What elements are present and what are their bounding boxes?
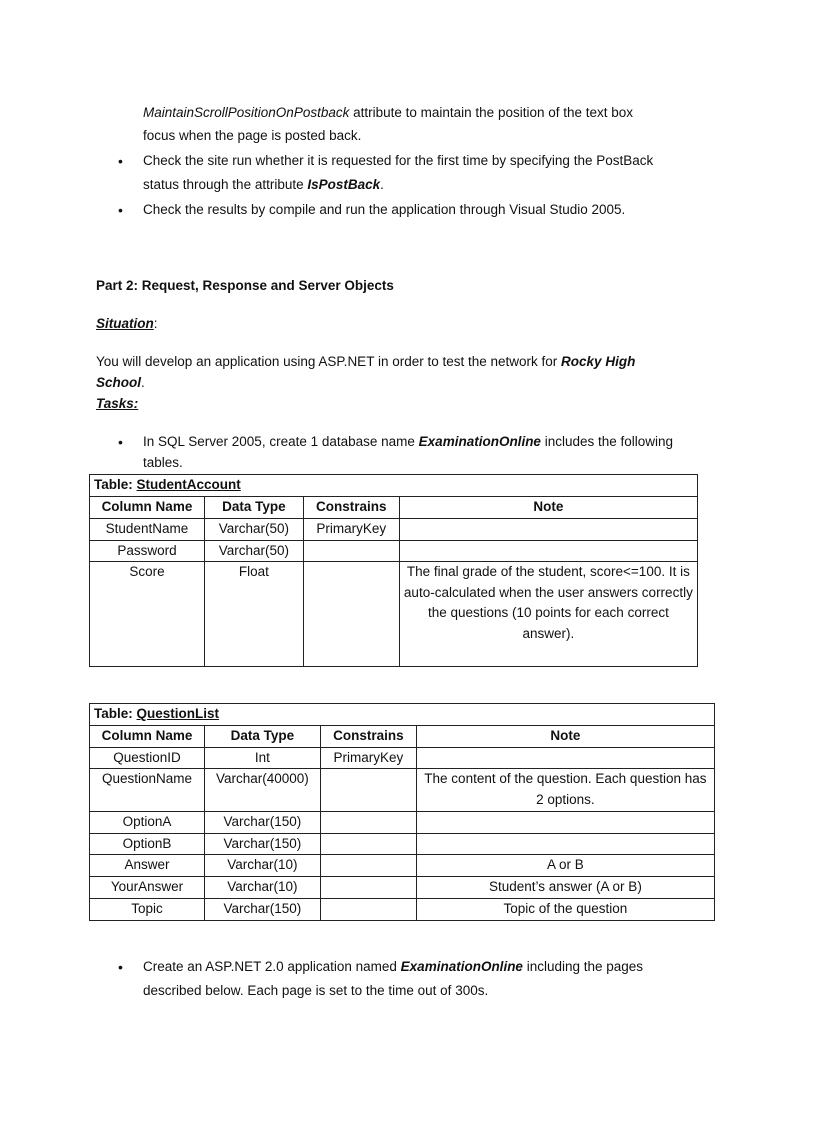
task-1-line-1 bbox=[143, 432, 673, 452]
cell: QuestionName bbox=[90, 769, 205, 812]
intro-line-1 bbox=[143, 103, 633, 123]
attr-name: IsPostBack bbox=[307, 177, 381, 192]
app-name: ExaminationOnline bbox=[400, 959, 523, 974]
bullet-icon: • bbox=[118, 153, 123, 169]
task-2-line-2: described below. Each page is set to the time out of 300s. bbox=[143, 983, 489, 998]
table-row bbox=[90, 540, 698, 562]
cell: Answer bbox=[90, 855, 205, 877]
bullet-1-line-1: Check the site run whether it is requested for the first time by specifying the PostBack bbox=[143, 153, 654, 168]
cell: Score bbox=[90, 562, 205, 667]
cell: Student’s answer (A or B) bbox=[416, 877, 714, 899]
table-row bbox=[90, 769, 715, 812]
cell bbox=[399, 540, 697, 562]
text: attribute to maintain the position of the text box bbox=[349, 105, 634, 120]
header-row bbox=[90, 726, 715, 748]
situation-label bbox=[96, 314, 158, 334]
cell bbox=[416, 812, 714, 834]
text: . bbox=[380, 177, 384, 192]
column-header: Constrains bbox=[320, 726, 416, 748]
question-list-table bbox=[89, 703, 715, 921]
cell: PrimaryKey bbox=[320, 747, 416, 769]
text: includes the following bbox=[540, 434, 674, 449]
header-row bbox=[90, 497, 698, 519]
table-row bbox=[90, 562, 698, 667]
prefix: Table: bbox=[94, 706, 137, 721]
cell: Float bbox=[204, 562, 303, 667]
attr-name: MaintainScrollPositionOnPostback bbox=[143, 105, 350, 120]
cell: Varchar(50) bbox=[204, 540, 303, 562]
cell: Varchar(150) bbox=[204, 833, 320, 855]
cell: StudentName bbox=[90, 518, 205, 540]
table-title bbox=[90, 475, 698, 497]
cell: QuestionID bbox=[90, 747, 205, 769]
student-account-table bbox=[89, 474, 698, 667]
cell: YourAnswer bbox=[90, 877, 205, 899]
cell bbox=[320, 812, 416, 834]
column-header: Data Type bbox=[204, 497, 303, 519]
table-row bbox=[90, 899, 715, 921]
table-row bbox=[90, 877, 715, 899]
bullet-icon: • bbox=[118, 202, 123, 218]
cell: PrimaryKey bbox=[303, 518, 399, 540]
cell bbox=[320, 899, 416, 921]
cell bbox=[320, 877, 416, 899]
cell bbox=[399, 518, 697, 540]
text: In SQL Server 2005, create 1 database name bbox=[143, 434, 419, 449]
table-row bbox=[90, 812, 715, 834]
bullet-1-line-2 bbox=[143, 175, 384, 195]
text: Create an ASP.NET 2.0 application named bbox=[143, 959, 401, 974]
cell: Varchar(10) bbox=[204, 855, 320, 877]
colon: : bbox=[153, 316, 158, 331]
cell: OptionA bbox=[90, 812, 205, 834]
school-name: Rocky High bbox=[561, 354, 636, 369]
table-name: QuestionList bbox=[136, 706, 220, 721]
cell: Password bbox=[90, 540, 205, 562]
column-header: Note bbox=[416, 726, 714, 748]
db-name: ExaminationOnline bbox=[418, 434, 541, 449]
cell: Varchar(40000) bbox=[204, 769, 320, 812]
situation-para-line-2 bbox=[96, 373, 145, 393]
text: status through the attribute bbox=[143, 177, 308, 192]
column-header: Note bbox=[399, 497, 697, 519]
cell: Varchar(10) bbox=[204, 877, 320, 899]
text: including the pages bbox=[522, 959, 644, 974]
cell bbox=[320, 833, 416, 855]
cell: Varchar(50) bbox=[204, 518, 303, 540]
column-header: Column Name bbox=[90, 497, 205, 519]
cell bbox=[416, 747, 714, 769]
task-2-line-1 bbox=[143, 957, 643, 977]
situation-para-line-1 bbox=[96, 352, 635, 372]
table-row bbox=[90, 518, 698, 540]
cell: OptionB bbox=[90, 833, 205, 855]
prefix: Table: bbox=[94, 477, 137, 492]
bullet-icon: • bbox=[118, 434, 123, 450]
cell bbox=[303, 562, 399, 667]
cell bbox=[320, 855, 416, 877]
table-title bbox=[90, 704, 715, 726]
task-1-line-2: tables. bbox=[143, 455, 183, 470]
column-header: Data Type bbox=[204, 726, 320, 748]
table-row bbox=[90, 833, 715, 855]
table-name: StudentAccount bbox=[136, 477, 241, 492]
cell: Topic of the question bbox=[416, 899, 714, 921]
bullet-icon: • bbox=[118, 959, 123, 975]
cell: Topic bbox=[90, 899, 205, 921]
tasks-label: Tasks: bbox=[96, 396, 139, 411]
table-row bbox=[90, 855, 715, 877]
text: . bbox=[141, 375, 145, 390]
cell: The content of the question. Each question has 2 options. bbox=[416, 769, 714, 812]
cell: Int bbox=[204, 747, 320, 769]
column-header: Constrains bbox=[303, 497, 399, 519]
cell: Varchar(150) bbox=[204, 812, 320, 834]
cell bbox=[303, 540, 399, 562]
column-header: Column Name bbox=[90, 726, 205, 748]
bullet-2: Check the results by compile and run the application through Visual Studio 2005. bbox=[143, 202, 626, 217]
cell: A or B bbox=[416, 855, 714, 877]
cell: Varchar(150) bbox=[204, 899, 320, 921]
cell: The final grade of the student, score<=100. It is auto-calculated when the user answers correctly the questions (10 points for each correct answer). bbox=[399, 562, 697, 667]
part2-heading: Part 2: Request, Response and Server Objects bbox=[96, 278, 394, 293]
cell bbox=[416, 833, 714, 855]
label: Situation bbox=[96, 316, 154, 331]
school-name: School bbox=[96, 375, 142, 390]
intro-line-2: focus when the page is posted back. bbox=[143, 128, 362, 143]
table-row bbox=[90, 747, 715, 769]
text: You will develop an application using ASP.NET in order to test the network for bbox=[96, 354, 562, 369]
cell bbox=[320, 769, 416, 812]
